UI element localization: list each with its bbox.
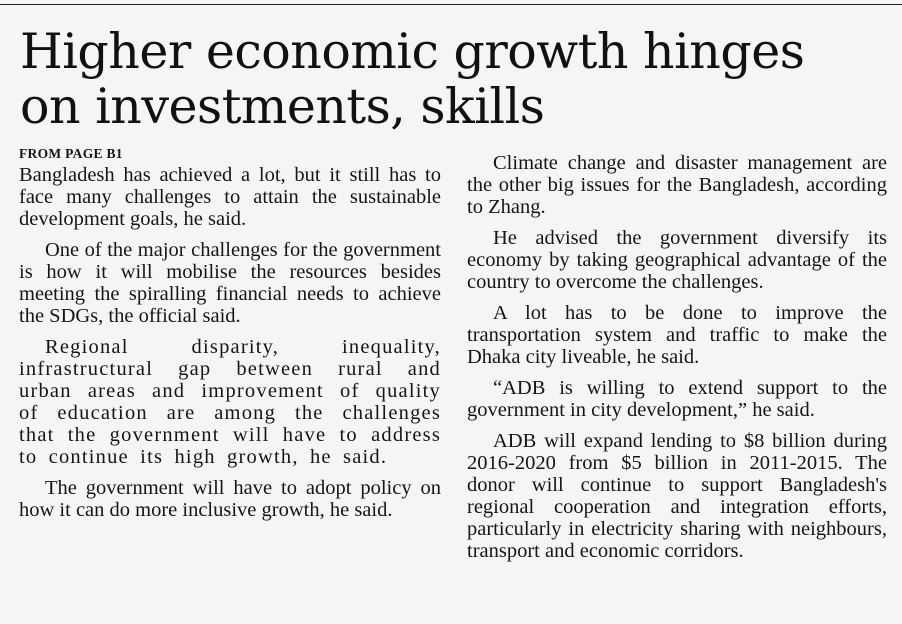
paragraph: ADB will expand lending to $8 billion during 2016-2020 from $5 billion in 2011-2015. The donor will continue to support Bangladesh's regional cooperation and integration efforts, particularly in electricity sharing with neighbours, transport and economic corridors. <box>467 430 887 562</box>
paragraph: He advised the government diversify its economy by taking geographical advantage of the country to overcome the challenges. <box>467 227 887 293</box>
right-column <box>467 152 887 571</box>
paragraph: Bangladesh has achieved a lot, but it still has to face many challenges to attain the sustainable development goals, he said. <box>19 164 441 230</box>
headline <box>20 24 890 134</box>
continued-from-label: FROM PAGE B1 <box>19 146 123 161</box>
paragraph: One of the major challenges for the government is how it will mobilise the resources besides meeting the spiralling financial needs to achieve the SDGs, the official said. <box>19 239 441 327</box>
paragraph: “ADB is willing to extend support to the government in city development,” he said. <box>467 377 887 421</box>
left-column <box>19 146 441 530</box>
top-rule <box>0 4 902 5</box>
paragraph: Climate change and disaster management are the other big issues for the Bangladesh, according to Zhang. <box>467 152 887 218</box>
headline-line-2: on investments, skills <box>20 78 545 135</box>
paragraph: Regional disparity, inequality, infrastructural gap between rural and urban areas and improvement of quality of education are among the challenges that the government will have to address to continue its high growth, he said. <box>19 336 441 468</box>
paragraph: A lot has to be done to improve the transportation system and traffic to make the Dhaka city liveable, he said. <box>467 302 887 368</box>
paragraph: The government will have to adopt policy on how it can do more inclusive growth, he said. <box>19 477 441 521</box>
headline-line-1: Higher economic growth hinges <box>20 23 805 80</box>
